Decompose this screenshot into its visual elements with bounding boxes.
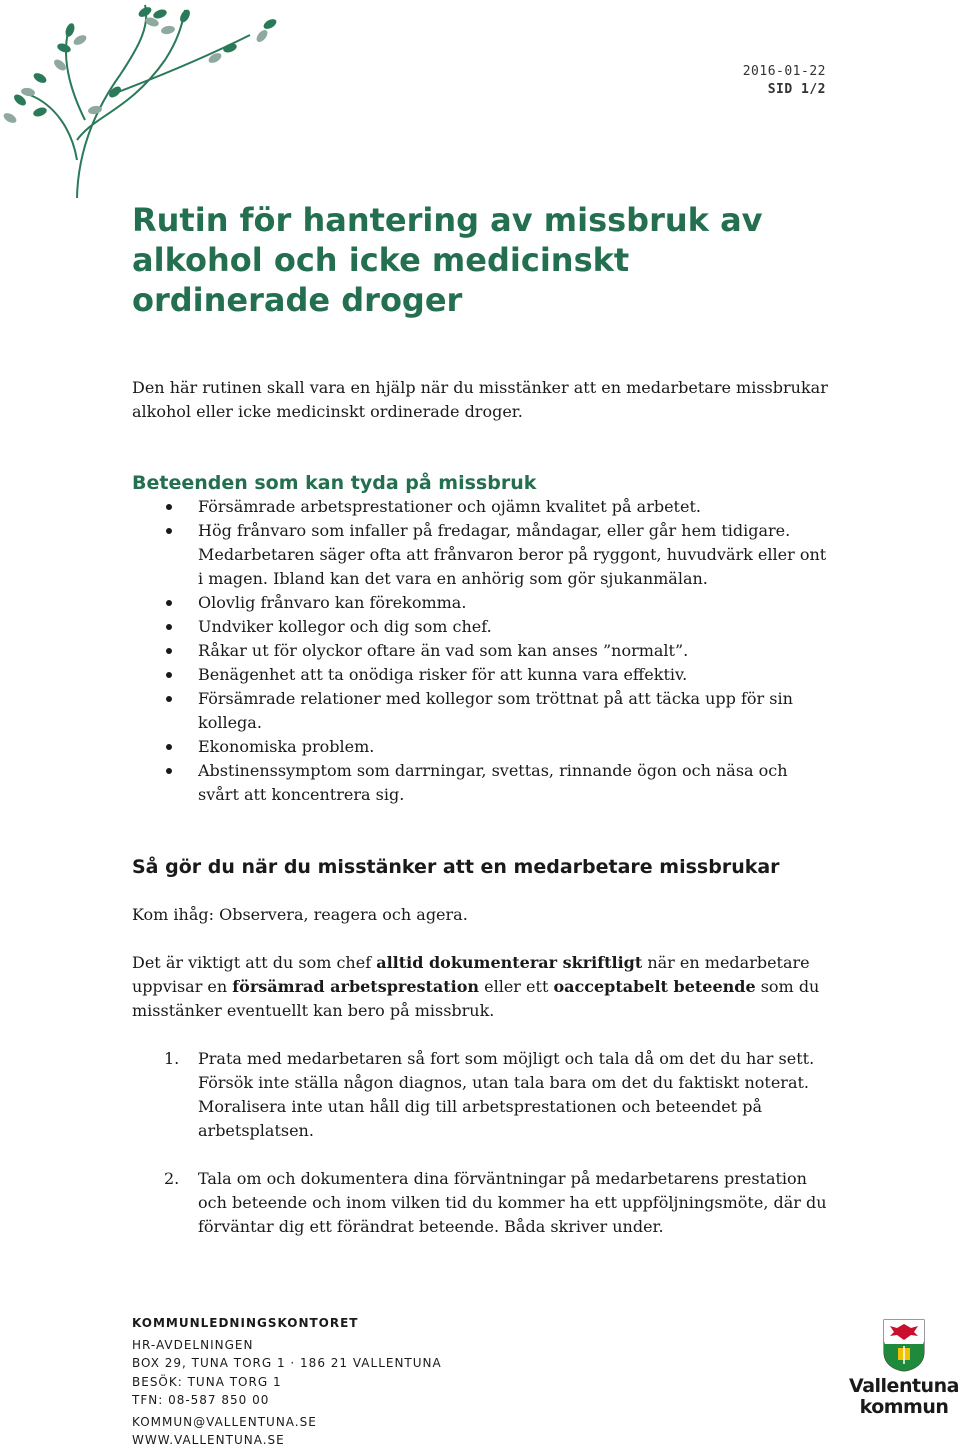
step-item	[132, 1167, 832, 1239]
footer-unit: HR-AVDELNINGEN	[132, 1337, 254, 1352]
list-item: Hög frånvaro som infaller på fredagar, måndagar, eller går hem tidigare. Medarbetaren säger ofta att frånvaron beror på ryggont, huvudvärk eller ont i magen. Ibland kan det vara en anhörig som gör sjukanmälan.	[132, 519, 832, 591]
behaviour-list	[132, 495, 832, 807]
document-meta	[743, 63, 826, 99]
municipality-name-line2: kommun	[859, 1396, 949, 1418]
municipality-logo	[848, 1318, 960, 1418]
list-item: Försämrade relationer med kollegor som tröttnat på att täcka upp för sin kollega.	[132, 687, 832, 735]
footer-department: KOMMUNLEDNINGSKONTORET	[132, 1316, 359, 1330]
footer-contact	[132, 1314, 442, 1450]
document-body	[132, 376, 832, 1263]
plant-logo-icon	[0, 0, 300, 200]
doc-text-4: som du misstänker eventuellt kan bero på missbruk.	[132, 977, 820, 1020]
list-item: Abstinenssymptom som darrningar, svettas, rinnande ögon och näsa och svårt att koncentrera sig.	[132, 759, 832, 807]
step-number: 2.	[164, 1169, 180, 1188]
footer-web: WWW.VALLENTUNA.SE	[132, 1433, 285, 1447]
footer-visit: BESÖK: TUNA TORG 1	[132, 1374, 282, 1389]
list-item: Benägenhet att ta onödiga risker för att kunna vara effektiv.	[132, 663, 832, 687]
list-item: Råkar ut för olyckor oftare än vad som kan anses ”normalt”.	[132, 639, 832, 663]
footer-email: KOMMUN@VALLENTUNA.SE	[132, 1414, 317, 1429]
section-heading-behaviours: Beteenden som kan tyda på missbruk	[132, 472, 537, 494]
step-number: 1.	[164, 1049, 180, 1068]
doc-bold-1: alltid dokumenterar skriftligt	[376, 953, 643, 972]
steps-list	[132, 1047, 832, 1239]
list-item: Olovlig frånvaro kan förekomma.	[132, 591, 832, 615]
list-item: Ekonomiska problem.	[132, 735, 832, 759]
step-text: Prata med medarbetaren så fort som möjligt och tala då om det du har sett. Försök inte ställa någon diagnos, utan tala bara om det du faktiskt noterat. Moralisera inte utan håll dig till arbetsprestationen och beteendet på arbetsplatsen.	[198, 1049, 815, 1140]
doc-text-1: Det är viktigt att du som chef	[132, 953, 377, 972]
municipal-crest-icon	[882, 1318, 926, 1372]
step-item	[132, 1047, 832, 1143]
doc-bold-2: försämrad arbetsprestation	[232, 977, 480, 996]
doc-text-3: eller ett	[479, 977, 554, 996]
doc-text-2: när en medarbetare uppvisar en	[132, 953, 810, 996]
document-date: 2016-01-22	[742, 64, 826, 79]
page-number: SID 1/2	[767, 82, 826, 97]
doc-bold-3: oacceptabelt beteende	[553, 977, 756, 996]
section-heading-actions: Så gör du när du misstänker att en medarbetare missbrukar	[132, 856, 780, 878]
list-item: Undviker kollegor och dig som chef.	[132, 615, 832, 639]
step-text: Tala om och dokumentera dina förväntningar på medarbetarens prestation och beteende och inom vilken tid du kommer ha ett uppföljningsmöte, där du förväntar dig ett förändrat beteende. Båda skriver under.	[198, 1169, 827, 1236]
municipality-name-line1: Vallentuna	[849, 1375, 959, 1397]
footer-phone: TFN: 08-587 850 00	[132, 1393, 270, 1407]
remember-paragraph: Kom ihåg: Observera, reagera och agera.	[132, 905, 468, 924]
list-item: Försämrade arbetsprestationer och ojämn kvalitet på arbetet.	[132, 495, 832, 519]
intro-paragraph: Den här rutinen skall vara en hjälp när du misstänker att en medarbetare missbrukar alkohol eller icke medicinskt ordinerade droger.	[132, 378, 828, 421]
document-title: Rutin för hantering av missbruk av alkohol och icke medicinskt ordinerade droger	[132, 201, 763, 319]
documentation-paragraph	[132, 951, 832, 1023]
footer-address: BOX 29, TUNA TORG 1 · 186 21 VALLENTUNA	[132, 1356, 442, 1370]
